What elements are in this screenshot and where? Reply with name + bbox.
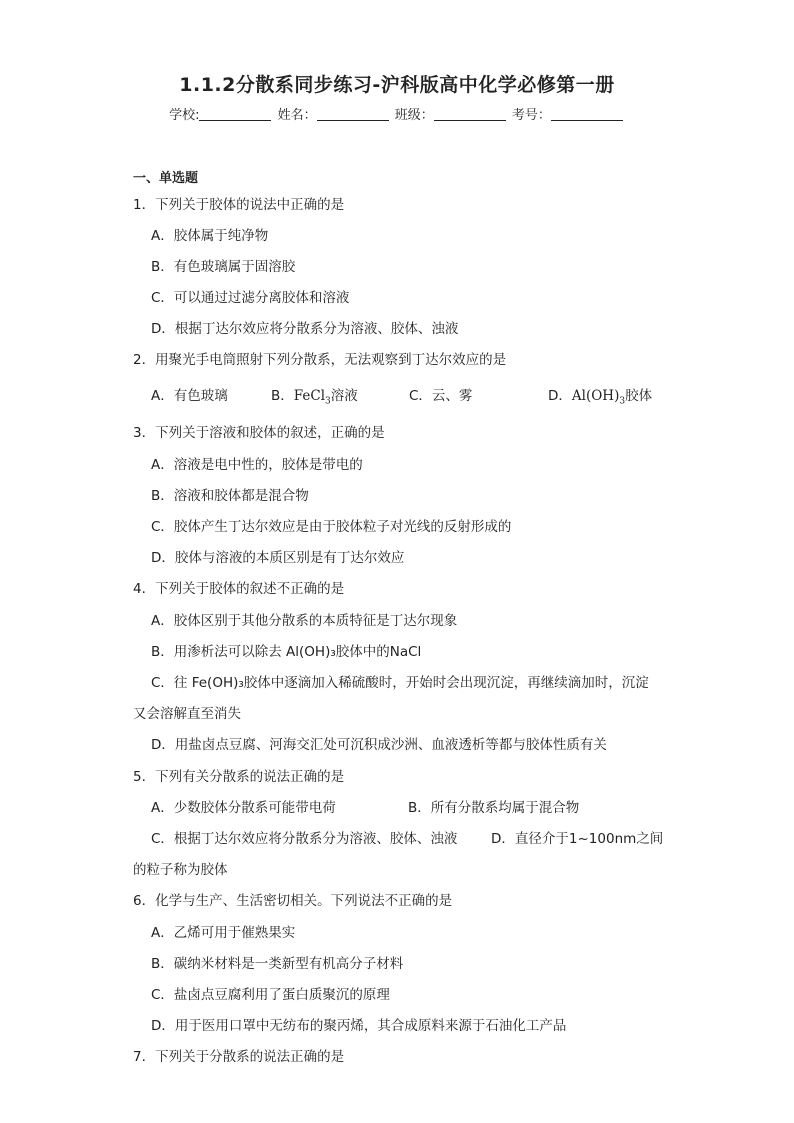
question-2-stem: 2．用聚光手电筒照射下列分散系，无法观察到丁达尔效应的是 [133, 352, 507, 368]
aloh3-formula [571, 388, 626, 407]
question-2-option-a: A．有色玻璃 [151, 388, 228, 404]
option-d-prefix: D． [548, 388, 572, 404]
option-b-prefix: B． [271, 388, 294, 404]
question-1-option-d: D．根据丁达尔效应将分散系分为溶液、胶体、浊液 [151, 321, 459, 337]
formula-text: FeCl [293, 388, 326, 404]
question-6-option-a: A．乙烯可用于催熟果实 [151, 925, 296, 941]
section-heading: 一、单选题 [133, 171, 199, 186]
question-1-option-b: B．有色玻璃属于固溶胶 [151, 259, 296, 275]
question-6-option-d: D．用于医用口罩中无纺布的聚丙烯，其合成原料来源于石油化工产品 [151, 1018, 567, 1034]
formula-subscript: 3 [325, 396, 331, 407]
exam-no-label: 考号： [511, 108, 551, 123]
option-b-suffix: 溶液 [330, 388, 358, 404]
question-3-stem: 3．下列关于溶液和胶体的叙述，正确的是 [133, 425, 385, 441]
question-5-stem: 5．下列有关分散系的说法正确的是 [133, 769, 345, 785]
question-4-option-d: D．用盐卤点豆腐、河海交汇处可沉积成沙洲、血液透析等都与胶体性质有关 [151, 737, 607, 753]
question-4-option-c-continued: 又会溶解直至消失 [133, 706, 241, 722]
question-3-option-d: D．胶体与溶液的本质区别是有丁达尔效应 [151, 550, 405, 566]
question-3-option-b: B．溶液和胶体都是混合物 [151, 488, 309, 504]
fecl3-formula [293, 388, 331, 407]
question-4-option-a: A．胶体区别于其他分散系的本质特征是丁达尔现象 [151, 613, 458, 629]
question-5-option-c: C．根据丁达尔效应将分散系分为溶液、胶体、浊液 [151, 831, 458, 847]
question-5-option-d: D．直径介于1~100nm之间 [491, 831, 664, 847]
name-label: 姓名： [277, 108, 317, 123]
formula-subscript: 3 [619, 396, 626, 407]
question-2-option-c: C．云、雾 [409, 388, 473, 404]
question-3-option-c: C．胶体产生丁达尔效应是由于胶体粒子对光线的反射形成的 [151, 519, 512, 535]
question-4-option-c: C．往 Fe(OH)₃胶体中逐滴加入稀硫酸时，开始时会出现沉淀，再继续滴加时，沉淀 [151, 675, 649, 691]
name-blank[interactable] [317, 107, 389, 121]
question-7-stem: 7．下列关于分散系的说法正确的是 [133, 1049, 345, 1065]
question-4-stem: 4．下列关于胶体的叙述不正确的是 [133, 581, 345, 597]
class-blank[interactable] [434, 107, 506, 121]
question-1-option-c: C．可以通过过滤分离胶体和溶液 [151, 290, 350, 306]
question-4-option-b: B．用渗析法可以除去 Al(OH)₃胶体中的NaCl [151, 644, 422, 660]
question-6-stem: 6．化学与生产、生活密切相关。下列说法不正确的是 [133, 893, 453, 909]
question-2-option-d [548, 384, 652, 407]
question-5-option-a: A．少数胶体分散系可能带电荷 [151, 800, 336, 816]
class-label: 班级： [394, 108, 434, 123]
student-info-line [0, 104, 794, 123]
question-1-option-a: A．胶体属于纯净物 [151, 228, 269, 244]
page-title: 1.1.2分散系同步练习-沪科版高中化学必修第一册 [179, 74, 615, 96]
question-5-option-d-continued: 的粒子称为胶体 [133, 862, 228, 878]
question-6-option-b: B．碳纳米材料是一类新型有机高分子材料 [151, 956, 404, 972]
question-5-option-b: B．所有分散系均属于混合物 [408, 800, 580, 816]
formula-text: Al(OH) [571, 388, 620, 404]
exam-no-blank[interactable] [551, 107, 623, 121]
question-6-option-c: C．盐卤点豆腐利用了蛋白质聚沉的原理 [151, 987, 390, 1003]
question-3-option-a: A．溶液是电中性的，胶体是带电的 [151, 457, 363, 473]
question-2-option-b [271, 384, 358, 407]
option-d-suffix: 胶体 [625, 388, 653, 404]
school-label: 学校: [169, 108, 200, 123]
question-1-stem: 1．下列关于胶体的说法中正确的是 [133, 197, 345, 213]
school-blank[interactable] [199, 107, 271, 121]
